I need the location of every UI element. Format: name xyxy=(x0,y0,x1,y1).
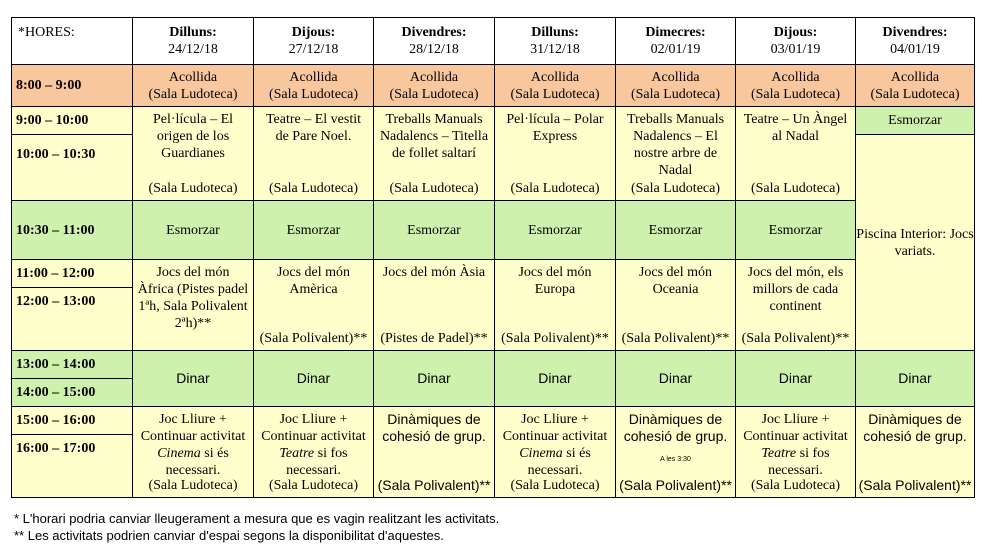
day-header: Dijous: 03/01/19 xyxy=(736,18,856,65)
activity-cell: Joc Lliure + Continuar activitat Teatre si fos necessari. (Sala Ludoteca) xyxy=(736,407,856,498)
footnote: ** Les activitats podrien canviar d'espai segons la disponibilitat d'aquestes. xyxy=(14,528,444,543)
activity-cell: Joc Lliure + Continuar activitat Cinema si és necessari. (Sala Ludoteca) xyxy=(133,407,254,498)
dinar-cell: Dinar xyxy=(374,351,495,407)
activity-cell: Joc Lliure + Continuar activitat Cinema si és necessari. (Sala Ludoteca) xyxy=(495,407,616,498)
row-dinar-a xyxy=(12,351,975,379)
activity-cell: Acollida (Sala Ludoteca) xyxy=(495,65,616,107)
time-slot: 16:00 – 17:00 xyxy=(12,435,133,498)
hours-header: *HORES: xyxy=(12,18,133,65)
activity-cell: Teatre – Un Àngel al Nadal (Sala Ludoteca) xyxy=(736,107,856,201)
dinar-cell: Dinar xyxy=(495,351,616,407)
header-row xyxy=(12,18,975,65)
activity-cell: Acollida (Sala Ludoteca) xyxy=(374,65,495,107)
activity-cell: Acollida (Sala Ludoteca) xyxy=(133,65,254,107)
activity-cell: Jocs del món Àfrica (Pistes padel 1ªh, Sala Polivalent 2ªh)** xyxy=(133,260,254,351)
time-slot: 9:00 – 10:00 xyxy=(12,107,133,135)
esmorzar-cell: Esmorzar xyxy=(374,201,495,260)
esmorzar-cell: Esmorzar xyxy=(495,201,616,260)
row-esmorzar xyxy=(12,201,975,260)
activity-cell: Dinàmiques de cohesió de grup. (Sala Polivalent)** xyxy=(856,407,975,498)
activity-cell: Teatre – El vestit de Pare Noel. (Sala Ludoteca) xyxy=(254,107,374,201)
esmorzar-cell: Esmorzar xyxy=(133,201,254,260)
day-header: Dimecres: 02/01/19 xyxy=(616,18,736,65)
dinar-cell: Dinar xyxy=(133,351,254,407)
row-morning-a xyxy=(12,107,975,135)
activity-cell: Jocs del món Àsia (Pistes de Padel)** xyxy=(374,260,495,351)
esmorzar-cell: Esmorzar xyxy=(616,201,736,260)
time-slot: 12:00 – 13:00 xyxy=(12,288,133,351)
time-slot: 10:30 – 11:00 xyxy=(12,201,133,260)
time-slot: 11:00 – 12:00 xyxy=(12,260,133,288)
time-slot: 14:00 – 15:00 xyxy=(12,379,133,407)
activity-cell: Pel·lícula – El origen de los Guardianes (Sala Ludoteca) xyxy=(133,107,254,201)
activity-cell: Jocs del món Europa (Sala Polivalent)** xyxy=(495,260,616,351)
time-note: A les 3:30 xyxy=(660,456,691,463)
schedule-table xyxy=(11,17,975,498)
footnotes xyxy=(14,510,499,544)
esmorzar-cell: Esmorzar xyxy=(254,201,374,260)
dinar-cell: Dinar xyxy=(616,351,736,407)
activity-cell: Jocs del món Oceania (Sala Polivalent)** xyxy=(616,260,736,351)
dinar-cell: Dinar xyxy=(254,351,374,407)
activity-cell: Dinàmiques de cohesió de grup. A les 3:30 (Sala Polivalent)** xyxy=(616,407,736,498)
esmorzar-cell: Esmorzar xyxy=(856,107,975,135)
activity-cell: Acollida (Sala Ludoteca) xyxy=(616,65,736,107)
day-header: Divendres: 28/12/18 xyxy=(374,18,495,65)
esmorzar-cell: Esmorzar xyxy=(736,201,856,260)
activity-cell: Acollida (Sala Ludoteca) xyxy=(736,65,856,107)
dinar-cell: Dinar xyxy=(736,351,856,407)
activity-cell: Acollida (Sala Ludoteca) xyxy=(254,65,374,107)
row-acollida xyxy=(12,65,975,107)
day-header: Dilluns: 24/12/18 xyxy=(133,18,254,65)
row-jocs-a xyxy=(12,260,975,288)
row-afternoon-a xyxy=(12,407,975,435)
activity-cell: Acollida (Sala Ludoteca) xyxy=(856,65,975,107)
activity-cell: Treballs Manuals Nadalencs – Titella de follet saltarí (Sala Ludoteca) xyxy=(374,107,495,201)
time-slot: 8:00 – 9:00 xyxy=(12,65,133,107)
activity-cell: Jocs del món Amèrica (Sala Polivalent)** xyxy=(254,260,374,351)
time-slot: 13:00 – 14:00 xyxy=(12,351,133,379)
activity-cell: Jocs del món, els millors de cada continent (Sala Polivalent)** xyxy=(736,260,856,351)
dinar-cell: Dinar xyxy=(856,351,975,407)
activity-cell: Treballs Manuals Nadalencs – El nostre arbre de Nadal (Sala Ludoteca) xyxy=(616,107,736,201)
activity-cell: Dinàmiques de cohesió de grup. (Sala Polivalent)** xyxy=(374,407,495,498)
piscina-cell: Piscina Interior: Jocs variats. xyxy=(856,135,975,351)
day-header: Dilluns: 31/12/18 xyxy=(495,18,616,65)
day-header: Dijous: 27/12/18 xyxy=(254,18,374,65)
time-slot: 15:00 – 16:00 xyxy=(12,407,133,435)
activity-cell: Pel·lícula – Polar Express (Sala Ludoteca) xyxy=(495,107,616,201)
day-header: Divendres: 04/01/19 xyxy=(856,18,975,65)
activity-cell: Joc Lliure + Continuar activitat Teatre si fos necessari. (Sala Ludoteca) xyxy=(254,407,374,498)
time-slot: 10:00 – 10:30 xyxy=(12,135,133,201)
footnote: * L'horari podria canviar lleugerament a mesura que es vagin realitzant les activitats. xyxy=(14,511,500,526)
